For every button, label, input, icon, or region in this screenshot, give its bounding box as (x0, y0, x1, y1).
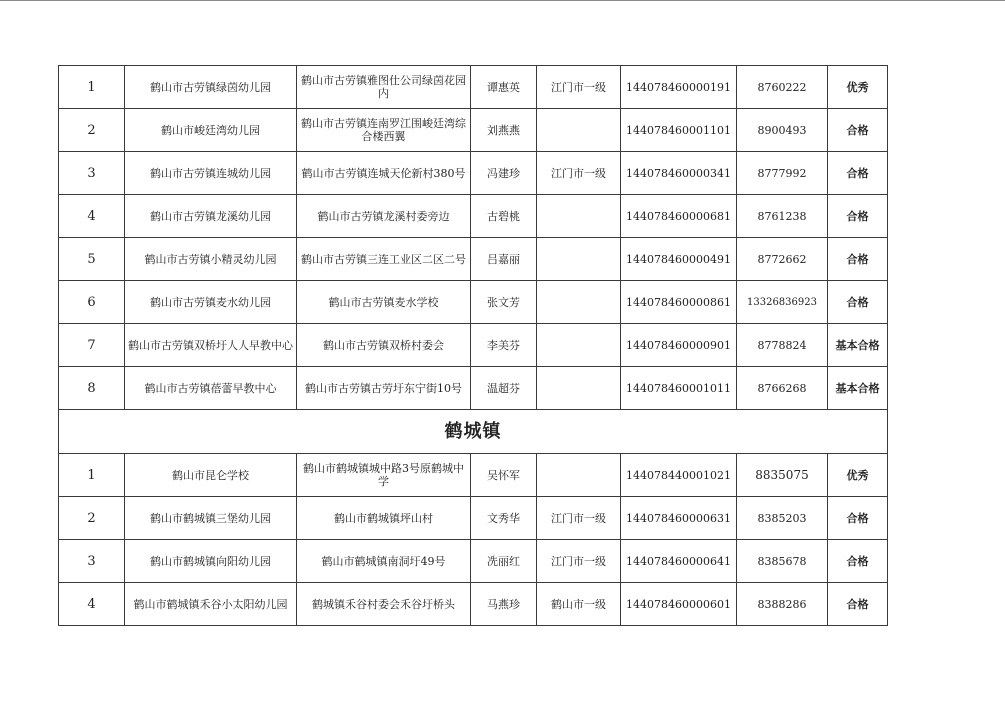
school-address: 鹤山市古劳镇连南罗江围峻廷湾综合楼西翼 (297, 109, 471, 152)
grade-level: 江门市一级 (537, 497, 621, 540)
row-number: 8 (59, 367, 125, 410)
contact-person: 吴怀军 (471, 454, 537, 497)
registration-code: 144078460000601 (621, 583, 737, 626)
contact-person: 冯建珍 (471, 152, 537, 195)
registration-code: 144078460000491 (621, 238, 737, 281)
school-address: 鹤山市古劳镇雅图仕公司绿茵花园内 (297, 66, 471, 109)
registration-code: 144078460000631 (621, 497, 737, 540)
phone-number: 8760222 (737, 66, 828, 109)
registration-code: 144078460000901 (621, 324, 737, 367)
table-row (59, 238, 888, 281)
phone-number: 8761238 (737, 195, 828, 238)
table-row (59, 583, 888, 626)
rating: 基本合格 (828, 324, 888, 367)
school-address: 鹤山市古劳镇麦水学校 (297, 281, 471, 324)
row-number: 4 (59, 583, 125, 626)
registration-code: 144078440001021 (621, 454, 737, 497)
school-name: 鹤山市鹤城镇向阳幼儿园 (125, 540, 297, 583)
contact-person: 谭惠英 (471, 66, 537, 109)
table-row (59, 152, 888, 195)
school-address: 鹤山市古劳镇三连工业区二区二号 (297, 238, 471, 281)
contact-person: 李美芬 (471, 324, 537, 367)
rating: 合格 (828, 195, 888, 238)
rating: 基本合格 (828, 367, 888, 410)
contact-person: 冼丽红 (471, 540, 537, 583)
grade-level (537, 324, 621, 367)
page-top-border (0, 0, 1005, 1)
phone-number: 8385203 (737, 497, 828, 540)
phone-number: 8778824 (737, 324, 828, 367)
school-address: 鹤城镇禾谷村委会禾谷圩桥头 (297, 583, 471, 626)
phone-number: 8835075 (737, 454, 828, 497)
school-address: 鹤山市鹤城镇城中路3号原鹤城中学 (297, 454, 471, 497)
school-name: 鹤山市古劳镇蓓蕾早教中心 (125, 367, 297, 410)
grade-level (537, 367, 621, 410)
school-address: 鹤山市鹤城镇坪山村 (297, 497, 471, 540)
school-address: 鹤山市古劳镇双桥村委会 (297, 324, 471, 367)
phone-number: 8388286 (737, 583, 828, 626)
rating: 优秀 (828, 454, 888, 497)
contact-person: 吕嘉丽 (471, 238, 537, 281)
contact-person: 文秀华 (471, 497, 537, 540)
phone-number: 8385678 (737, 540, 828, 583)
registration-code: 144078460001101 (621, 109, 737, 152)
contact-person: 张文芳 (471, 281, 537, 324)
school-name: 鹤山市鹤城镇三堡幼儿园 (125, 497, 297, 540)
grade-level (537, 109, 621, 152)
section-header-row (59, 410, 888, 454)
rating: 合格 (828, 109, 888, 152)
school-name: 鹤山市古劳镇龙溪幼儿园 (125, 195, 297, 238)
grade-level (537, 454, 621, 497)
contact-person: 马燕珍 (471, 583, 537, 626)
school-name: 鹤山市鹤城镇禾谷小太阳幼儿园 (125, 583, 297, 626)
table-row (59, 540, 888, 583)
row-number: 1 (59, 66, 125, 109)
table-row (59, 324, 888, 367)
school-address: 鹤山市鹤城镇南洞圩49号 (297, 540, 471, 583)
table-row (59, 454, 888, 497)
school-name: 鹤山市古劳镇双桥圩人人早教中心 (125, 324, 297, 367)
grade-level: 江门市一级 (537, 66, 621, 109)
grade-level (537, 281, 621, 324)
rating: 合格 (828, 497, 888, 540)
grade-level: 江门市一级 (537, 540, 621, 583)
school-name: 鹤山市古劳镇小精灵幼儿园 (125, 238, 297, 281)
table-row (59, 195, 888, 238)
row-number: 6 (59, 281, 125, 324)
rating: 合格 (828, 281, 888, 324)
row-number: 3 (59, 152, 125, 195)
table-row (59, 497, 888, 540)
row-number: 4 (59, 195, 125, 238)
rating: 合格 (828, 152, 888, 195)
row-number: 2 (59, 109, 125, 152)
registration-code: 144078460000641 (621, 540, 737, 583)
grade-level: 鹤山市一级 (537, 583, 621, 626)
registration-code: 144078460000191 (621, 66, 737, 109)
school-name: 鹤山市古劳镇连城幼儿园 (125, 152, 297, 195)
phone-number: 8777992 (737, 152, 828, 195)
registration-code: 144078460001011 (621, 367, 737, 410)
table-row (59, 109, 888, 152)
phone-number: 8900493 (737, 109, 828, 152)
row-number: 2 (59, 497, 125, 540)
rating: 合格 (828, 583, 888, 626)
grade-level (537, 238, 621, 281)
school-name: 鹤山市峻廷湾幼儿园 (125, 109, 297, 152)
school-name: 鹤山市古劳镇绿茵幼儿园 (125, 66, 297, 109)
row-number: 3 (59, 540, 125, 583)
contact-person: 温超芬 (471, 367, 537, 410)
table-row (59, 66, 888, 109)
registration-code: 144078460000681 (621, 195, 737, 238)
grade-level: 江门市一级 (537, 152, 621, 195)
table-row (59, 367, 888, 410)
school-address: 鹤山市古劳镇连城天伦新村380号 (297, 152, 471, 195)
contact-person: 古碧桃 (471, 195, 537, 238)
phone-number: 8766268 (737, 367, 828, 410)
rating: 合格 (828, 540, 888, 583)
school-address: 鹤山市古劳镇古劳圩东宁街10号 (297, 367, 471, 410)
phone-number: 8772662 (737, 238, 828, 281)
school-name: 鹤山市古劳镇麦水幼儿园 (125, 281, 297, 324)
row-number: 1 (59, 454, 125, 497)
section-title: 鹤城镇 (59, 410, 888, 454)
phone-number: 13326836923 (737, 281, 828, 324)
kindergarten-table (58, 65, 888, 626)
rating: 优秀 (828, 66, 888, 109)
school-name: 鹤山市昆仑学校 (125, 454, 297, 497)
registration-code: 144078460000861 (621, 281, 737, 324)
rating: 合格 (828, 238, 888, 281)
school-address: 鹤山市古劳镇龙溪村委旁边 (297, 195, 471, 238)
row-number: 7 (59, 324, 125, 367)
contact-person: 刘燕燕 (471, 109, 537, 152)
row-number: 5 (59, 238, 125, 281)
table-row (59, 281, 888, 324)
grade-level (537, 195, 621, 238)
registration-code: 144078460000341 (621, 152, 737, 195)
